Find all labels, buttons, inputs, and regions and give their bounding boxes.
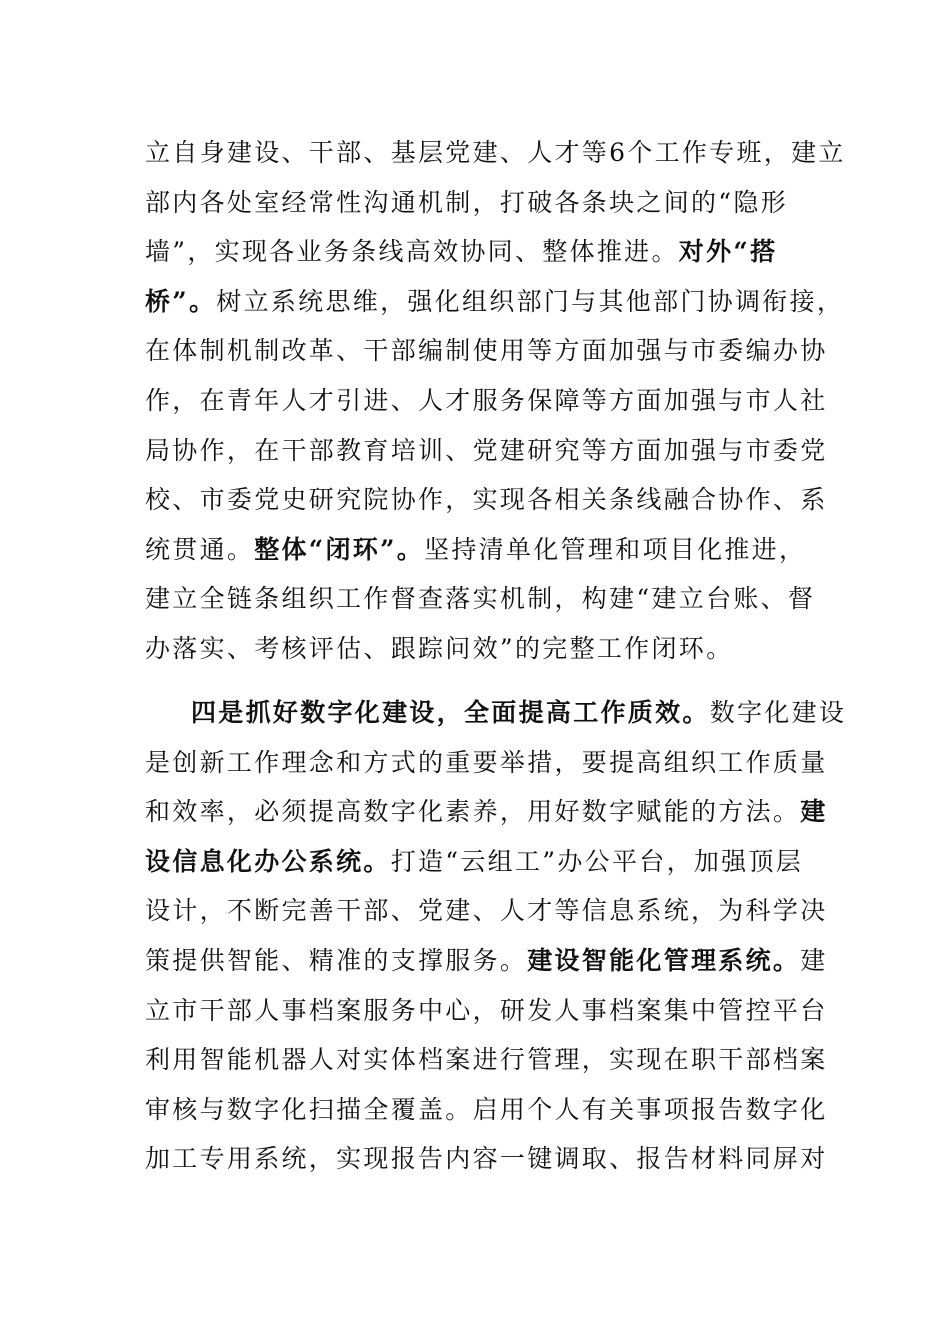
paragraph-line: 在体制机制改革、干部编制使用等方面加强与市委编办协 xyxy=(145,336,828,366)
paragraph-line: 办落实、考核评估、跟踪问效”的完整工作闭环。 xyxy=(145,633,734,663)
paragraph-line: 四是抓好数字化建设，全面提高工作质效。数字化建设 xyxy=(191,698,847,727)
paragraph-line: 和效率，必须提高数字化素养，用好数字赋能的方法。建 xyxy=(145,797,828,827)
paragraph-line: 作，在青年人才引进、人才服务保障等方面加强与市人社 xyxy=(145,385,828,415)
bold-heading-xinxihua: 设信息化办公系统。 xyxy=(145,846,391,876)
paragraph-line: 统贯通。整体“闭环”。坚持清单化管理和项目化推进， xyxy=(145,534,807,564)
paragraph-line: 利用智能机器人对实体档案进行管理，实现在职干部档案 xyxy=(145,1045,828,1075)
paragraph-line: 建立全链条组织工作督查落实机制，构建“建立台账、督 xyxy=(145,584,816,614)
paragraph-line: 立自身建设、干部、基层党建、人才等6个工作专班，建立 xyxy=(145,138,846,167)
paragraph-line: 墙”，实现各业务条线高效协同、整体推进。对外“搭 xyxy=(145,237,778,267)
bold-heading-zhinenghua: 建设智能化管理系统。 xyxy=(527,945,801,975)
bold-heading-duiwai-end: 桥”。 xyxy=(145,286,217,316)
paragraph-line: 校、市委党史研究院协作，实现各相关条线融合协作、系 xyxy=(145,485,828,515)
paragraph-line: 设计，不断完善干部、党建、人才等信息系统，为科学决 xyxy=(145,896,828,926)
paragraph-line: 是创新工作理念和方式的重要举措，要提高组织工作质量 xyxy=(145,747,828,777)
paragraph-line: 局协作，在干部教育培训、党建研究等方面加强与市委党 xyxy=(145,435,828,465)
paragraph-line: 策提供智能、精准的支撑服务。建设智能化管理系统。建 xyxy=(145,945,828,975)
bold-heading-xinxihua-start: 建 xyxy=(800,797,828,827)
paragraph-line: 部内各处室经常性沟通机制，打破各条块之间的“隐形 xyxy=(145,187,788,217)
paragraph-1 xyxy=(145,128,846,674)
bold-heading-zhengti: 整体“闭环”。 xyxy=(254,534,425,564)
paragraph-line: 加工专用系统，实现报告内容一键调取、报告材料同屏对 xyxy=(145,1144,828,1174)
paragraph-line: 立市干部人事档案服务中心，研发人事档案集中管控平台 xyxy=(145,995,828,1025)
paragraph-line: 桥”。树立系统思维，强化组织部门与其他部门协调衔接， xyxy=(145,286,845,316)
paragraph-line: 审核与数字化扫描全覆盖。启用个人有关事项报告数字化 xyxy=(145,1094,828,1124)
paragraph-2 xyxy=(145,688,847,1184)
bold-heading-section-4: 四是抓好数字化建设，全面提高工作质效。 xyxy=(191,698,710,727)
bold-heading-duiwai: 对外“搭 xyxy=(678,237,778,267)
paragraph-line: 设信息化办公系统。打造“云组工”办公平台，加强顶层 xyxy=(145,846,804,876)
